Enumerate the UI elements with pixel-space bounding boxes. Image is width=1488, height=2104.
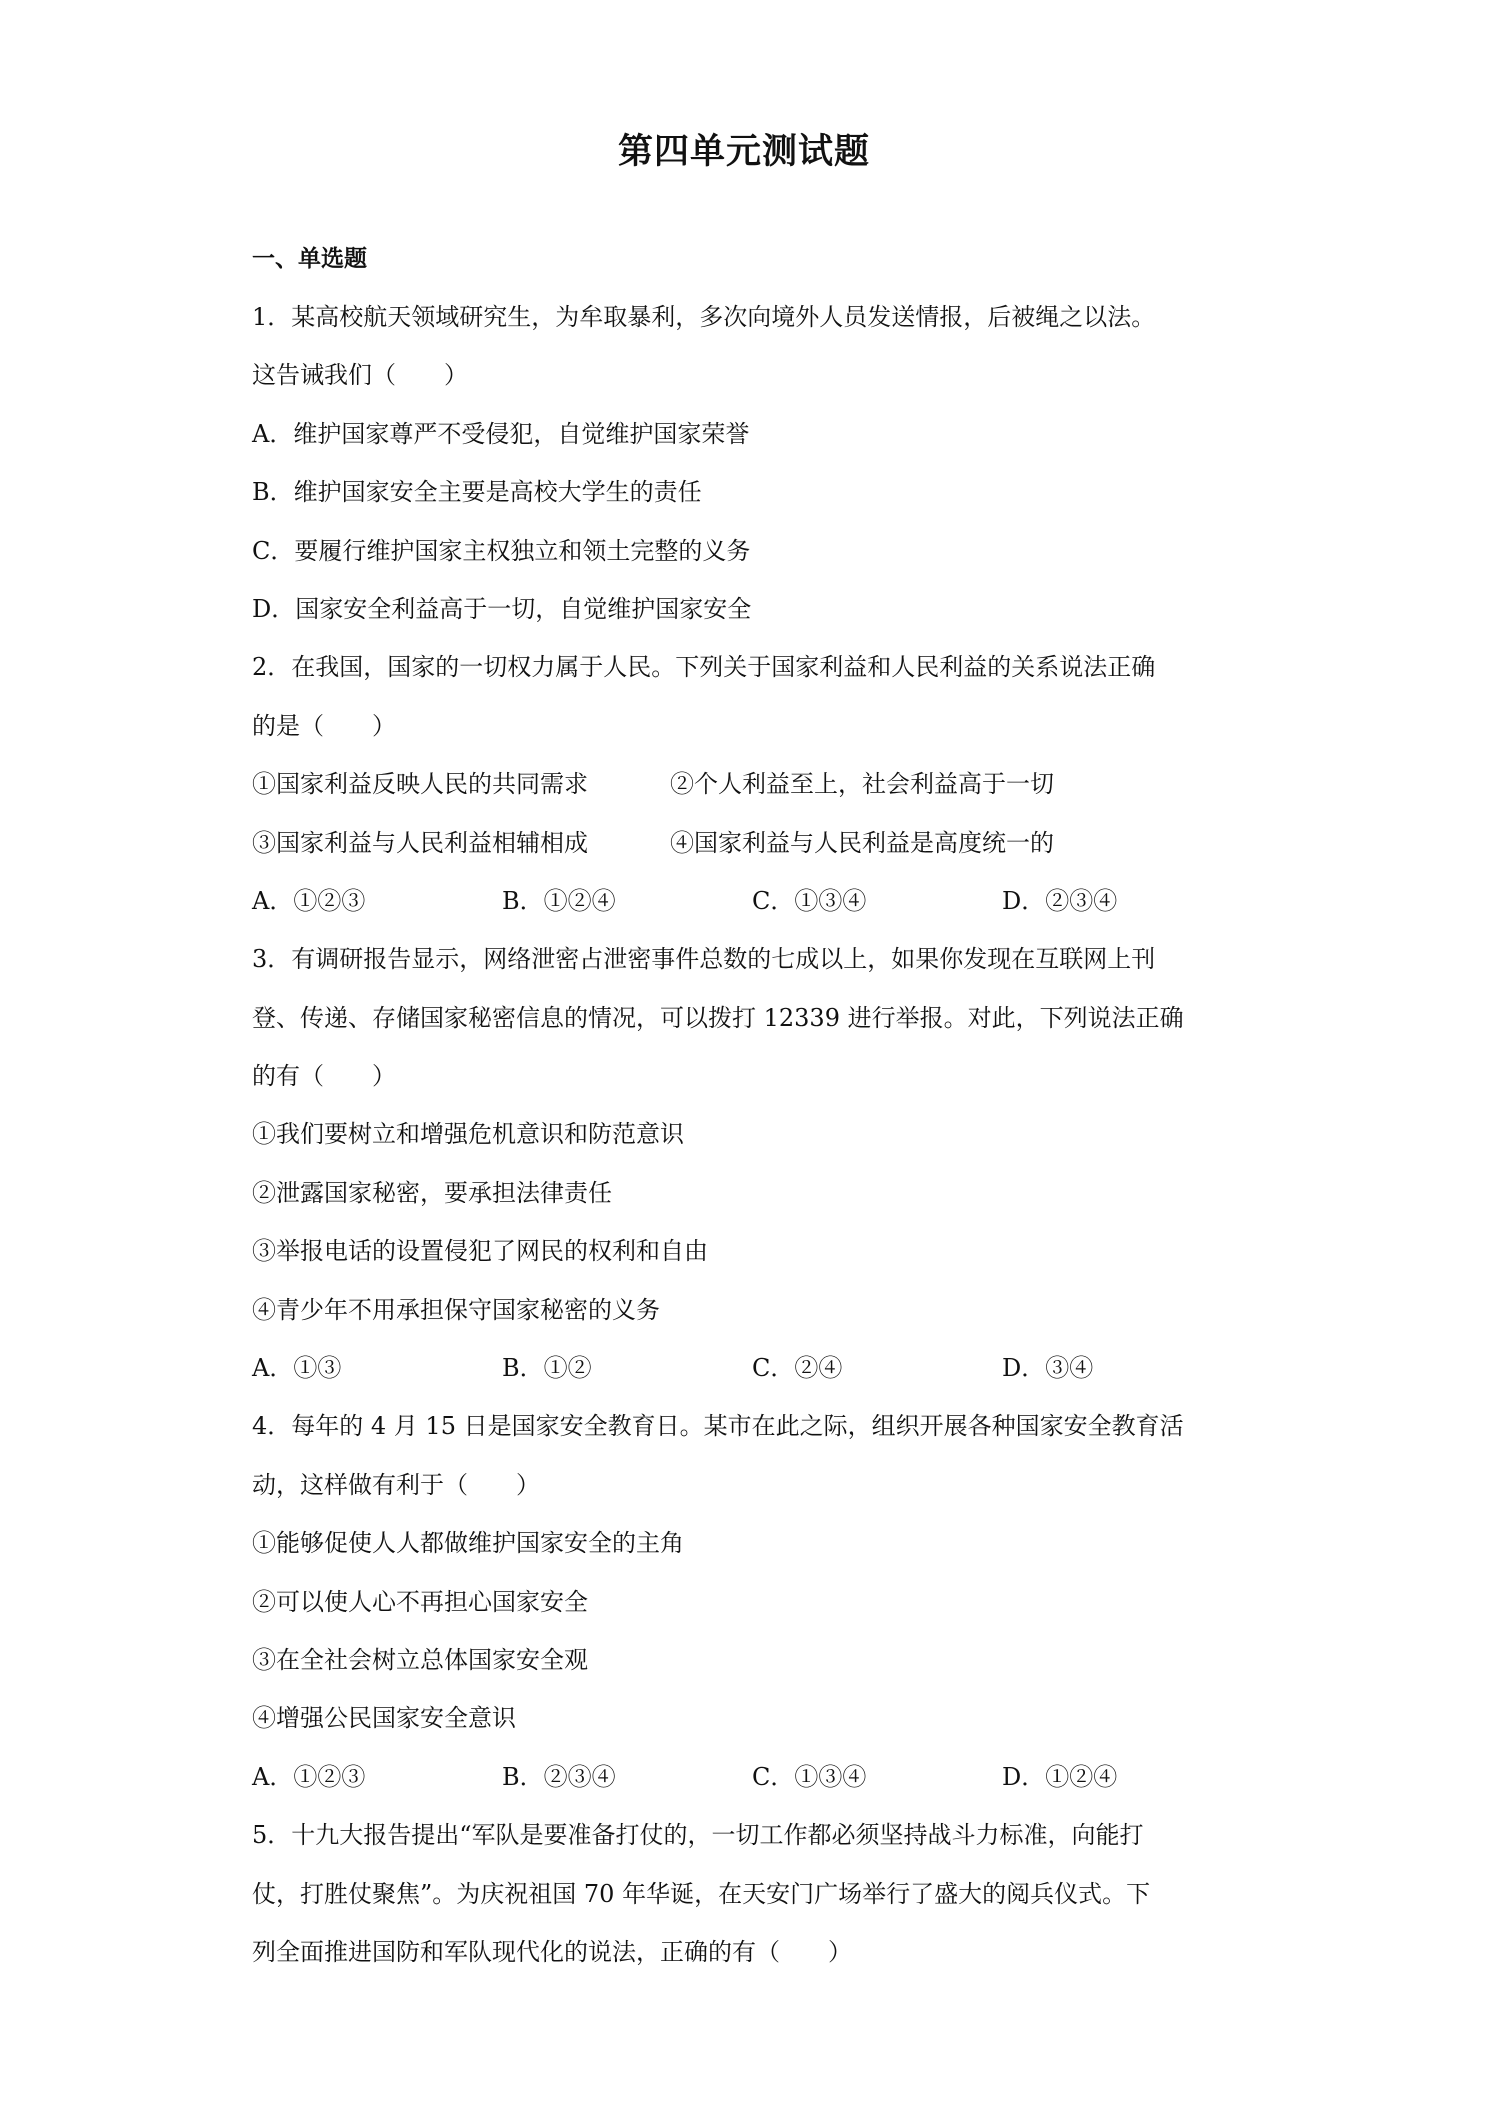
question-2 [252,638,1252,930]
page-title: 第四单元测试题 [617,132,870,172]
statement-4: ④青少年不用承担保守国家秘密的义务 [252,1295,660,1324]
question-stem-line: 仗，打胜仗聚焦”。为庆祝祖国 70 年华诞，在天安门广场举行了盛大的阅兵仪式。下 [252,1879,1151,1908]
question-stem-line: 2．在我国，国家的一切权力属于人民。下列关于国家利益和人民利益的关系说法正确 [252,653,1156,682]
statement-row [252,755,1252,813]
option-a: A．维护国家尊严不受侵犯，自觉维护国家荣誉 [252,419,750,448]
statement-1: ①国家利益反映人民的共同需求 [252,770,588,799]
statement-3: ③国家利益与人民利益相辅相成 [252,828,588,857]
question-stem-line: 的有（ ） [252,1062,396,1091]
question-3 [252,930,1252,1397]
choice-a: A．①③ [252,1354,342,1383]
statement-2: ②泄露国家秘密，要承担法律责任 [252,1178,612,1207]
choice-c: C．①③④ [752,1762,867,1791]
question-stem-line: 动，这样做有利于（ ） [252,1470,540,1499]
choice-d: D．①②④ [1002,1762,1118,1791]
choice-b: B．①② [502,1354,592,1383]
question-list [252,230,1252,1981]
statement-1: ①我们要树立和增强危机意识和防范意识 [252,1120,684,1149]
statement-2: ②可以使人心不再担心国家安全 [252,1587,588,1616]
question-stem-line: 列全面推进国防和军队现代化的说法，正确的有（ ） [252,1937,852,1966]
statement-4: ④增强公民国家安全意识 [252,1704,516,1733]
question-stem-line: 登、传递、存储国家秘密信息的情况，可以拨打 12339 进行举报。对此，下列说法正确 [252,1003,1184,1032]
choice-b: B．①②④ [502,886,616,915]
choice-row [252,1748,1252,1806]
option-b: B．维护国家安全主要是高校大学生的责任 [252,478,702,507]
question-4 [252,1397,1252,1806]
choice-c: C．②④ [752,1354,843,1383]
statement-3: ③在全社会树立总体国家安全观 [252,1645,588,1674]
statement-4: ④国家利益与人民利益是高度统一的 [670,828,1054,857]
question-stem-line: 3．有调研报告显示，网络泄密占泄密事件总数的七成以上，如果你发现在互联网上刊 [252,945,1156,974]
choice-a: A．①②③ [252,886,366,915]
statement-row [252,814,1252,872]
question-stem-line: 1．某高校航天领域研究生，为牟取暴利，多次向境外人员发送情报，后被绳之以法。 [252,303,1156,331]
choice-d: D．③④ [1002,1354,1094,1383]
question-stem-line: 的是（ ） [252,711,396,740]
choice-a: A．①②③ [252,1762,366,1791]
choice-d: D．②③④ [1002,886,1118,915]
option-d: D．国家安全利益高于一切，自觉维护国家安全 [252,594,752,623]
section-heading: 一、单选题 [252,246,367,272]
statement-3: ③举报电话的设置侵犯了网民的权利和自由 [252,1237,708,1266]
question-5 [252,1806,1252,1981]
option-c: C．要履行维护国家主权独立和领土完整的义务 [252,536,751,565]
choice-b: B．②③④ [502,1762,616,1791]
statement-1: ①能够促使人人都做维护国家安全的主角 [252,1529,684,1558]
choice-c: C．①③④ [752,886,867,915]
question-stem-line: 5．十九大报告提出“军队是要准备打仗的，一切工作都必须坚持战斗力标准，向能打 [252,1821,1144,1850]
question-stem-line: 这告诫我们（ ） [252,361,468,390]
choice-row [252,1339,1252,1397]
question-stem-line: 4．每年的 4 月 15 日是国家安全教育日。某市在此之际，组织开展各种国家安全教育活 [252,1412,1184,1441]
question-1 [252,288,1252,638]
choice-row [252,872,1252,930]
statement-2: ②个人利益至上，社会利益高于一切 [670,770,1054,799]
